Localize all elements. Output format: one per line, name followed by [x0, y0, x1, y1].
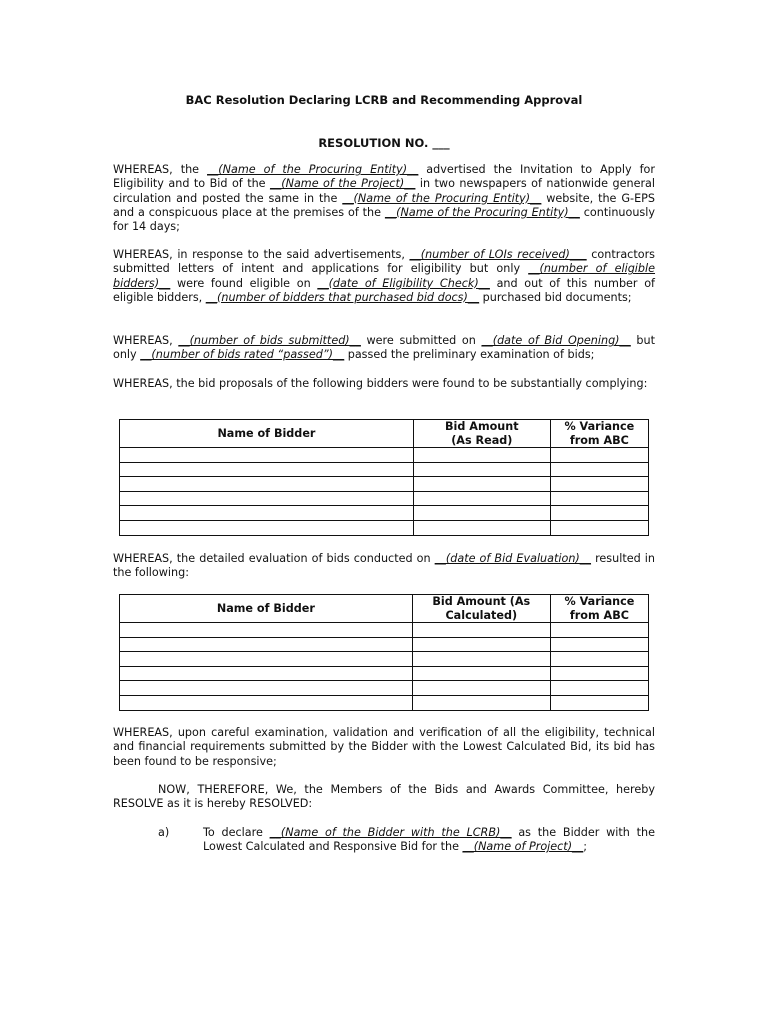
header-name-of-bidder: Name of Bidder [120, 420, 414, 448]
table-cell [550, 477, 648, 492]
table-cell [412, 666, 550, 681]
resolution-number: RESOLUTION NO. ___ [318, 136, 450, 150]
text-segment: contractors submitted letters of intent and applications for eligibility but only [113, 248, 655, 276]
table-cell [120, 506, 414, 521]
header-variance [550, 595, 648, 623]
table-cell [413, 462, 550, 477]
text-segment: continuously for 14 days; [113, 205, 655, 234]
text-segment: To declare [203, 826, 270, 839]
table-cell [413, 477, 550, 492]
fill-in-eligibility-date: __(date of Eligibility Check)__ [317, 276, 490, 290]
fill-in-procuring-entity: __(Name of the Procuring Entity)__ [342, 191, 542, 205]
table-cell [412, 623, 550, 638]
table-row [120, 506, 649, 521]
table-cell [550, 666, 648, 681]
table-cell [550, 448, 648, 463]
header-line: % Variance [564, 420, 635, 433]
fill-in-bids-passed: __(number of bids rated “passed”)__ [140, 348, 345, 362]
table-row [120, 681, 649, 696]
table-cell [120, 491, 414, 506]
table-cell [550, 623, 648, 638]
text-segment: in two newspapers of nationwide general circulation and posted the same in the [113, 177, 656, 205]
table-cell [550, 681, 648, 696]
whereas-paragraph-4: WHEREAS, the bid proposals of the following bidders were found to be substantially complying: [113, 377, 648, 390]
table-cell [120, 623, 413, 638]
table-cell [120, 652, 413, 667]
table-cell [550, 520, 648, 535]
table-cell [412, 637, 550, 652]
whereas-paragraph-2 [113, 248, 655, 305]
fill-in-procuring-entity: __(Name of the Procuring Entity)__ [384, 205, 580, 219]
document-heading: BAC Resolution Declaring LCRB and Recommending Approval [185, 93, 583, 107]
whereas-paragraph-1 [113, 163, 655, 234]
text-segment: WHEREAS, the [113, 163, 208, 176]
table-cell [412, 695, 550, 710]
table-cell [413, 448, 550, 463]
table-cell [550, 652, 648, 667]
header-variance [550, 420, 648, 448]
table-cell [413, 491, 550, 506]
text-segment: ; [583, 840, 588, 854]
fill-in-bid-docs-purchased: __(number of bidders that purchased bid docs)__ [205, 290, 480, 304]
text-segment: website, the G-EPS and a conspicuous place at the premises of the [113, 191, 655, 219]
fill-in-bids-submitted: __(number of bids submitted)__ [178, 334, 361, 347]
text-segment: as the Bidder with the Lowest Calculated and Responsive Bid for the [203, 826, 655, 854]
table-row [120, 666, 649, 681]
text-segment: but only [113, 334, 655, 362]
table-cell [120, 520, 414, 535]
text-segment: WHEREAS, [113, 334, 179, 347]
table-row [120, 623, 649, 638]
whereas-paragraph-3 [113, 334, 655, 363]
table-row [120, 637, 649, 652]
table-cell [120, 666, 413, 681]
fill-in-project-name: __(Name of Project)__ [462, 840, 584, 854]
table-cell [413, 520, 550, 535]
table-cell [550, 695, 648, 710]
header-line: (As Read) [451, 433, 513, 447]
table-row [120, 462, 649, 477]
fill-in-bid-evaluation-date: __(date of Bid Evaluation)__ [434, 552, 591, 565]
table-cell [412, 681, 550, 696]
table-cell [550, 462, 648, 477]
table-cell [120, 477, 414, 492]
text-segment: were found eligible on [170, 276, 318, 290]
table-cell [412, 652, 550, 667]
table-row [120, 652, 649, 667]
fill-in-procuring-entity: __(Name of the Procuring Entity)__ [207, 163, 419, 176]
table-row [120, 448, 649, 463]
table-cell [550, 491, 648, 506]
bids-as-read-table [119, 419, 649, 536]
item-text [203, 826, 655, 855]
whereas-paragraph-6: WHEREAS, upon careful examination, validation and verification of all the eligibility, technical and financial requirements submitted by the Bidder with the Lowest Calculated Bid, its bid has been found to be responsive; [113, 726, 655, 768]
header-line: Calculated) [445, 608, 518, 622]
header-line: from ABC [569, 608, 629, 622]
header-bid-amount [412, 595, 550, 623]
whereas-paragraph-5 [113, 552, 655, 581]
table-cell [120, 462, 414, 477]
header-line: % Variance [564, 595, 635, 608]
text-segment: purchased bid documents; [479, 290, 632, 304]
text-segment: were submitted on [360, 334, 482, 347]
text-segment: advertised the Invitation to Apply for Eligibility and to Bid of the [113, 163, 655, 191]
table-cell [120, 695, 413, 710]
text-segment: resulted in the following: [113, 552, 655, 580]
table-cell [413, 506, 550, 521]
table-cell [120, 448, 414, 463]
table-header-row [120, 595, 649, 623]
item-label: a) [158, 826, 170, 839]
text-segment: passed the preliminary examination of bids; [344, 348, 595, 362]
table-row [120, 695, 649, 710]
header-name-of-bidder: Name of Bidder [120, 595, 413, 623]
header-line: Bid Amount [445, 420, 519, 433]
fill-in-project-name: __(Name of the Project)__ [270, 177, 416, 191]
header-line: Bid Amount (As [432, 595, 531, 608]
table-row [120, 477, 649, 492]
text-segment: and out of this number of eligible bidders, [113, 276, 655, 304]
table-cell [550, 637, 648, 652]
table-cell [550, 506, 648, 521]
table-header-row [120, 420, 649, 448]
text-segment: WHEREAS, in response to the said advertisements, [113, 248, 410, 261]
table-row [120, 520, 649, 535]
fill-in-lois-received: __(number of LOIs received)___ [409, 248, 587, 261]
table-cell [120, 681, 413, 696]
resolve-paragraph: NOW, THEREFORE, We, the Members of the Bids and Awards Committee, hereby RESOLVE as it is hereby RESOLVED: [113, 783, 655, 811]
table-cell [120, 637, 413, 652]
bids-as-calculated-table [119, 594, 649, 711]
table-row [120, 491, 649, 506]
header-bid-amount [413, 420, 550, 448]
text-segment: WHEREAS, the detailed evaluation of bids conducted on [113, 552, 435, 565]
header-line: from ABC [569, 433, 629, 447]
fill-in-bidder-lcrb: __(Name of the Bidder with the LCRB)__ [269, 826, 512, 839]
fill-in-bid-opening-date: __(date of Bid Opening)__ [481, 334, 631, 347]
fill-in-eligible-bidders: __(number of eligible bidders)__ [113, 262, 656, 290]
